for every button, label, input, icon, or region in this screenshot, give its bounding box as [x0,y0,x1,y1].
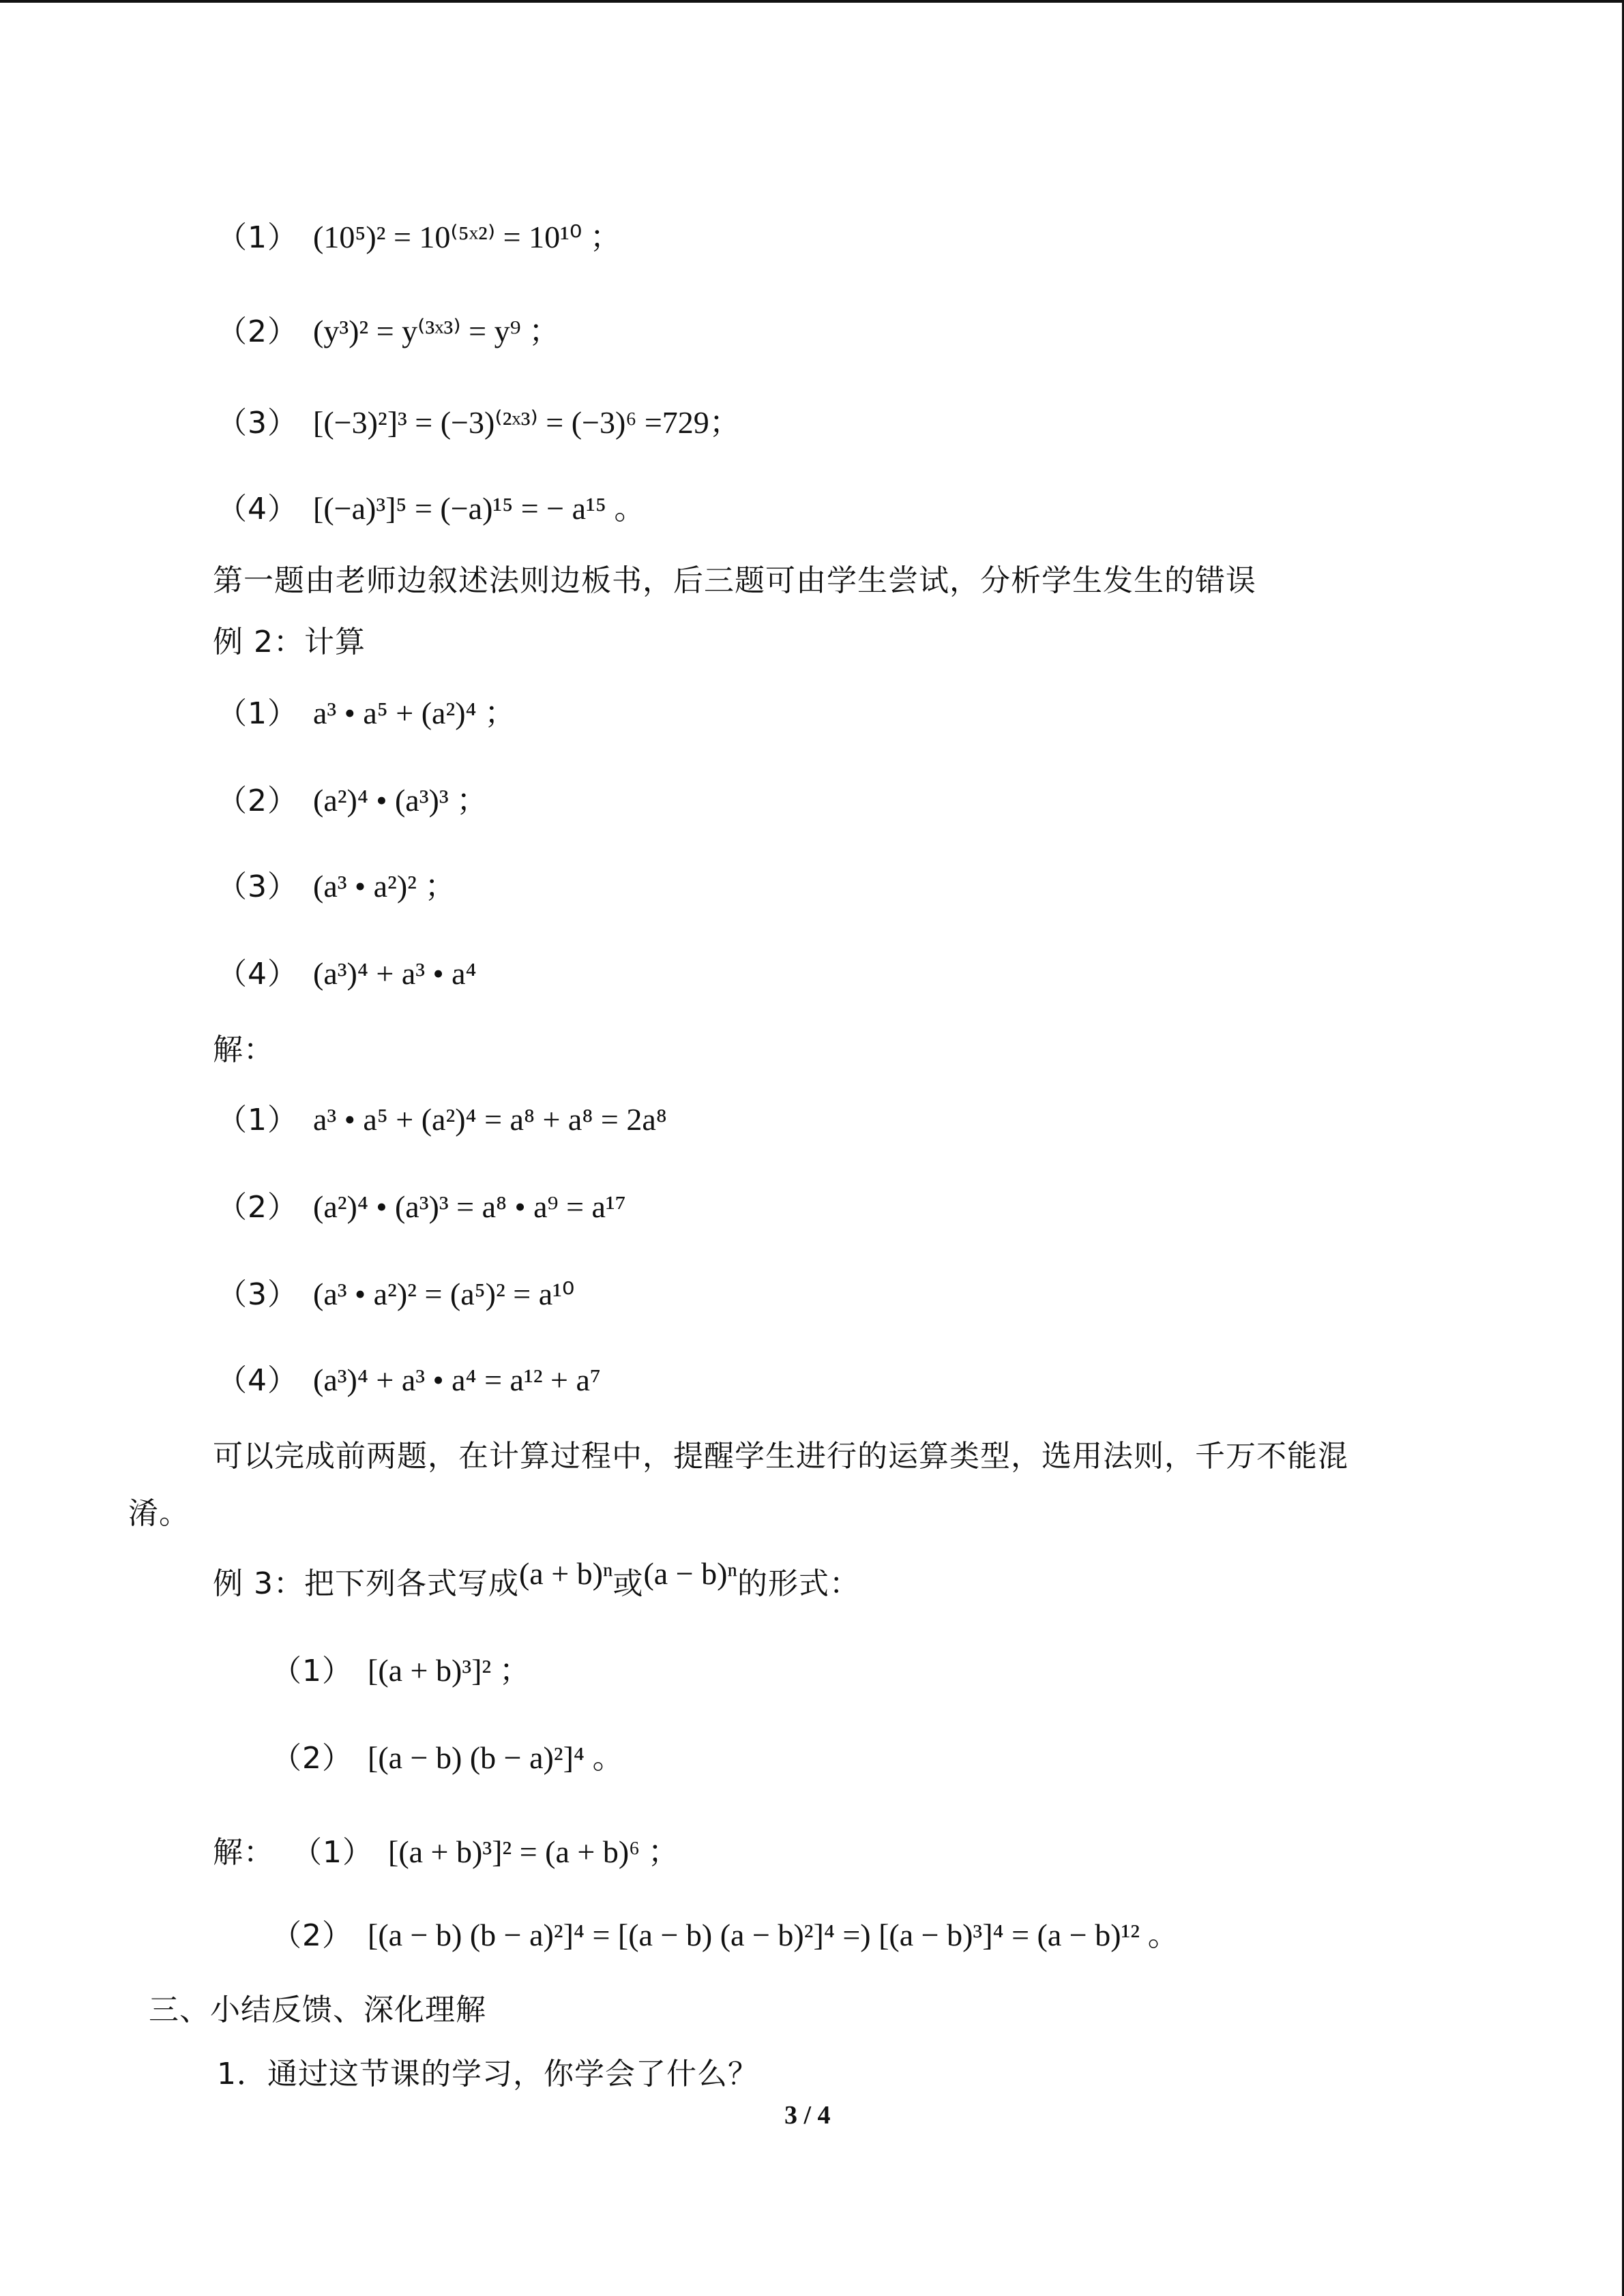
ex2-problem-2: （2） (a²)⁴ • (a³)³ ； [217,783,488,818]
example-3-title: 例 3：把下列各式写成(a + b)ⁿ或(a − b)ⁿ的形式： [213,1556,860,1601]
math-expression: a³ • a⁵ + (a²)⁴ = a⁸ + a⁸ = 2a⁸ [313,1102,667,1137]
math-expression: (a³)⁴ + a³ • a⁴ = a¹² + a⁷ [313,1362,601,1397]
form-a-minus-b: (a − b)ⁿ [643,1556,737,1591]
ex1-solution-2: （2） (y³)² = y⁽³ˣ³⁾ = y⁹ ； [217,314,561,349]
ex3-problem-2: （2） [(a − b) (b − a)²]⁴ 。 [271,1740,624,1776]
ex2-solution-2: （2） (a²)⁴ • (a³)³ = a⁸ • a⁹ = a¹⁷ [217,1189,626,1225]
form-a-plus-b: (a + b)ⁿ [518,1556,613,1591]
ex1-solution-4: （4） [(−a)³]⁵ = (−a)¹⁵ = − a¹⁵ 。 [217,491,646,526]
ex2-solution-4: （4） (a³)⁴ + a³ • a⁴ = a¹² + a⁷ [217,1362,601,1398]
math-expression: [(a + b)³]² ； [368,1653,531,1688]
ex3-solution-2: （2） [(a − b) (b − a)²]⁴ = [(a − b) (a − b)²]⁴ =) [(a − b)³]⁴ = (a − b)¹² 。 [271,1918,1179,1953]
ex3-solution-1: 解： （1） [(a + b)³]² = (a + b)⁶ ； [213,1834,679,1870]
ex1-solution-3: （3） [(−3)²]³ = (−3)⁽²ˣ³⁾ = (−3)⁶ =729； [217,405,741,441]
math-expression: (a³)⁴ + a³ • a⁴ [313,956,477,991]
math-expression: [(a − b) (b − a)²]⁴ = [(a − b) (a − b)²]⁴ =) [(a − b)³]⁴ = (a − b)¹² 。 [368,1918,1179,1952]
example-3-solution-heading: 解： [213,1835,274,1870]
example-2-solution-heading: 解： [213,1032,274,1067]
teaching-note-1: 第一题由老师边叙述法则边板书，后三题可由学生尝试，分析学生发生的错误 [213,563,1256,598]
section-3-heading: 三、小结反馈、深化理解 [149,1993,486,2027]
ex2-solution-1: （1） a³ • a⁵ + (a²)⁴ = a⁸ + a⁸ = 2a⁸ [217,1102,667,1137]
math-expression: [(−3)²]³ = (−3)⁽²ˣ³⁾ = (−3)⁶ =729； [313,405,741,440]
math-expression: (a²)⁴ • (a³)³ = a⁸ • a⁹ = a¹⁷ [313,1189,626,1224]
ex2-problem-4: （4） (a³)⁴ + a³ • a⁴ [217,956,477,992]
ex1-solution-1: （1） (10⁵)² = 10⁽⁵ˣ²⁾ = 10¹⁰ ； [217,220,621,255]
math-expression: (y³)² = y⁽³ˣ³⁾ = y⁹ ； [313,314,561,348]
teaching-note-2-line-1: 可以完成前两题，在计算过程中，提醒学生进行的运算类型，选用法则，千万不能混 [213,1439,1348,1474]
math-expression: (a²)⁴ • (a³)³ ； [313,783,488,818]
teaching-note-2-line-2: 淆。 [128,1496,190,1531]
math-expression: a³ • a⁵ + (a²)⁴ ； [313,696,516,730]
example-2-title: 例 2：计算 [213,625,366,659]
math-expression: [(a − b) (b − a)²]⁴ 。 [368,1740,624,1775]
math-expression: (a³ • a²)² ； [313,869,456,904]
page-border-top [0,0,1624,3]
math-expression: (a³ • a²)² = (a⁵)² = a¹⁰ [313,1277,575,1311]
ex2-problem-1: （1） a³ • a⁵ + (a²)⁴ ； [217,696,516,731]
ex2-problem-3: （3） (a³ • a²)² ； [217,869,456,904]
math-expression: (10⁵)² = 10⁽⁵ˣ²⁾ = 10¹⁰ ； [313,220,621,254]
ex3-problem-1: （1） [(a + b)³]² ； [271,1653,531,1688]
math-expression: [(a + b)³]² = (a + b)⁶ ； [388,1834,679,1869]
ex2-solution-3: （3） (a³ • a²)² = (a⁵)² = a¹⁰ [217,1277,575,1312]
math-expression: [(−a)³]⁵ = (−a)¹⁵ = − a¹⁵ 。 [313,491,646,526]
section-3-item-1: 1．通过这节课的学习，你学会了什么？ [217,2057,758,2091]
page-number: 3 / 4 [784,2101,831,2130]
